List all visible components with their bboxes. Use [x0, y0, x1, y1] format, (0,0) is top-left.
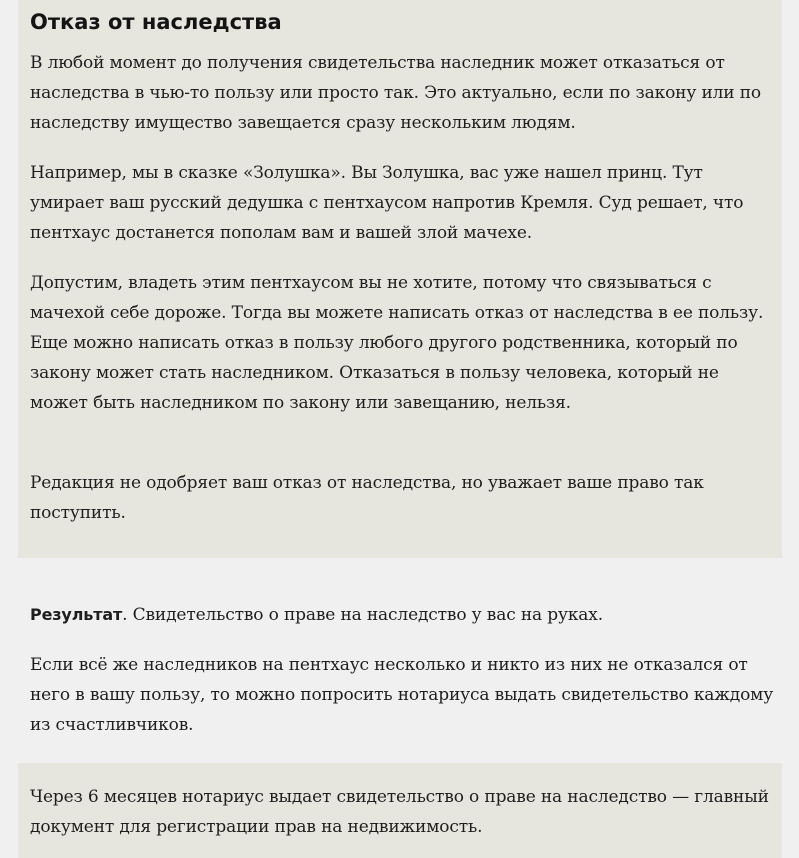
- paragraph-multiple-heirs: Если всё же наследников на пентхаус несколько и никто из них не отказался от него в вашу пользу, то можно попросить нотариуса выдать свидетельство каждому из счастливчиков.: [30, 655, 774, 735]
- certificate-note-block: [18, 763, 782, 858]
- inheritance-refusal-block: [18, 0, 782, 558]
- paragraph-refusal-intro: В любой момент до получения свидетельства наследник может отказаться от наследства в чью-то пользу или просто так. Это актуально, если по закону или по наследству имущество завещается сразу нескольким людям.: [30, 53, 762, 133]
- result-paragraph: [30, 600, 785, 630]
- paragraph-refusal-options: Допустим, владеть этим пентхаусом вы не хотите, потому что связываться с мачехой себе дороже. Тогда вы можете написать отказ от наследства в ее пользу. Еще можно написать отказ в пользу любого другого родственника, который по закону может стать наследником. Отказаться в пользу человека, который не может быть наследником по закону или завещанию, нельзя.: [30, 273, 764, 413]
- result-label: Результат: [30, 605, 123, 624]
- certificate-note-text: Через 6 месяцев нотариус выдает свидетельство о праве на наследство — главный документ для регистрации прав на недвижимость.: [30, 787, 769, 837]
- block-title: Отказ от наследства: [30, 10, 282, 34]
- paragraph-editorial-note: Редакция не одобряет ваш отказ от наследства, но уважает ваше право так поступить.: [30, 473, 704, 523]
- result-text: . Свидетельство о праве на наследство у вас на руках.: [122, 605, 603, 625]
- paragraph-cinderella-example: Например, мы в сказке «Золушка». Вы Золушка, вас уже нашел принц. Тут умирает ваш русский дедушка с пентхаусом напротив Кремля. Суд решает, что пентхаус достанется пополам вам и вашей злой мачехе.: [30, 163, 744, 243]
